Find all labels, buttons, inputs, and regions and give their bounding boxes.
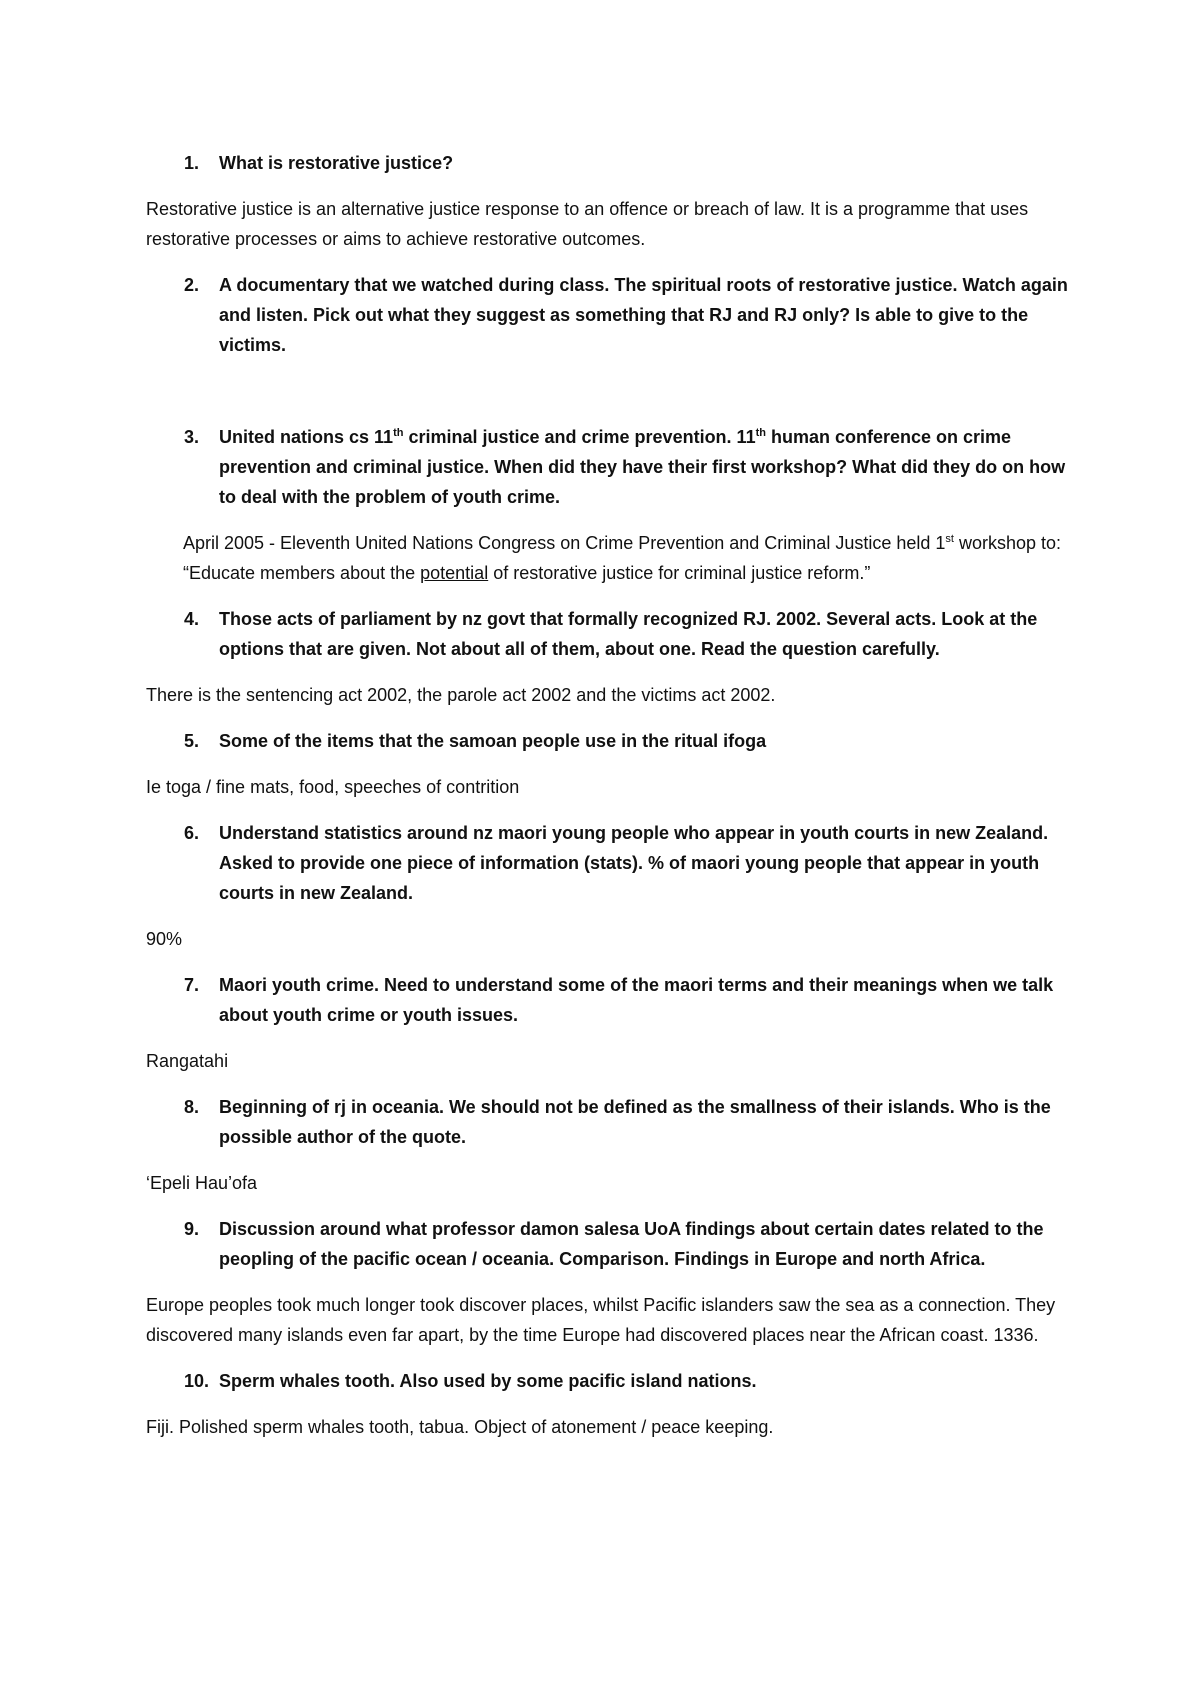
question-5 [146, 726, 1076, 756]
question-text: Understand statistics around nz maori young people who appear in youth courts in new Zealand. Asked to provide one piece of information (stats). % of maori young people that appear in youth courts in new Zealand. [219, 823, 1049, 903]
answer-3 [146, 528, 1076, 588]
answer-8: ‘Epeli Hau’ofa [146, 1173, 258, 1193]
question-6 [146, 818, 1076, 908]
question-text [219, 422, 1076, 512]
answer-9: Europe peoples took much longer took discover places, whilst Pacific islanders saw the sea as a connection. They discovered many islands even far apart, by the time Europe had discovered places near the African coast. 1336. [146, 1295, 1056, 1345]
question-text: Some of the items that the samoan people use in the ritual ifoga [219, 731, 767, 751]
question-text: Beginning of rj in oceania. We should not be defined as the smallness of their islands. Who is the possible author of the quote. [219, 1097, 1051, 1147]
question-7 [146, 970, 1076, 1030]
question-9 [146, 1214, 1076, 1274]
ordinal-suffix: st [945, 533, 954, 545]
answer-5: Ie toga / fine mats, food, speeches of contrition [146, 777, 520, 797]
question-text: Sperm whales tooth. Also used by some pacific island nations. [219, 1371, 757, 1391]
answer-4: There is the sentencing act 2002, the parole act 2002 and the victims act 2002. [146, 685, 776, 705]
question-number: 10. [184, 1371, 210, 1391]
question-text: Those acts of parliament by nz govt that formally recognized RJ. 2002. Several acts. Look at the options that are given. Not about all of them, about one. Read the question carefully. [219, 609, 1038, 659]
document-body [146, 148, 1076, 1458]
question-text: Discussion around what professor damon salesa UoA findings about certain dates related to the peopling of the pacific ocean / oceania. Comparison. Findings in Europe and north Africa. [219, 1219, 1044, 1269]
answer-text-part: of restorative justice for criminal justice reform.” [488, 563, 871, 583]
question-4 [146, 604, 1076, 664]
question-text: What is restorative justice? [219, 153, 454, 173]
question-number: 8. [184, 1097, 200, 1117]
question-number: 3. [184, 427, 200, 447]
question-text-part: criminal justice and crime prevention. 11 [403, 427, 756, 447]
question-number: 7. [184, 975, 200, 995]
question-number: 1. [184, 153, 200, 173]
question-2 [146, 270, 1076, 360]
question-number: 9. [184, 1219, 200, 1239]
question-number: 4. [184, 609, 200, 629]
answer-text-part: April 2005 - Eleventh United Nations Congress on Crime Prevention and Criminal Justice held 1 [183, 533, 946, 553]
question-text: Maori youth crime. Need to understand some of the maori terms and their meanings when we talk about youth crime or youth issues. [219, 975, 1054, 1025]
question-text-part: human conference on crime prevention and criminal justice. When did they have their first workshop? What did they do on how to deal with the problem of youth crime. [219, 427, 1066, 507]
question-1 [146, 148, 1076, 178]
question-number: 6. [184, 823, 200, 843]
question-8 [146, 1092, 1076, 1152]
answer-7: Rangatahi [146, 1051, 229, 1071]
question-text-part: United nations cs 11 [219, 427, 394, 447]
question-number: 2. [184, 275, 200, 295]
ordinal-suffix: th [393, 427, 404, 439]
question-10 [146, 1366, 1076, 1396]
underlined-word: potential [420, 563, 489, 583]
answer-1: Restorative justice is an alternative justice response to an offence or breach of law. It is a programme that uses restorative processes or aims to achieve restorative outcomes. [146, 199, 1029, 249]
blank-space [146, 376, 1076, 422]
answer-10: Fiji. Polished sperm whales tooth, tabua. Object of atonement / peace keeping. [146, 1417, 774, 1437]
question-text: A documentary that we watched during class. The spiritual roots of restorative justice. Watch again and listen. Pick out what they suggest as something that RJ and RJ only? Is able to give to the victims. [219, 275, 1068, 355]
answer-text-part: workshop to: “Educate members about the [183, 533, 1062, 583]
answer-6: 90% [146, 929, 183, 949]
ordinal-suffix: th [755, 427, 766, 439]
question-3 [146, 422, 1076, 512]
question-number: 5. [184, 731, 200, 751]
